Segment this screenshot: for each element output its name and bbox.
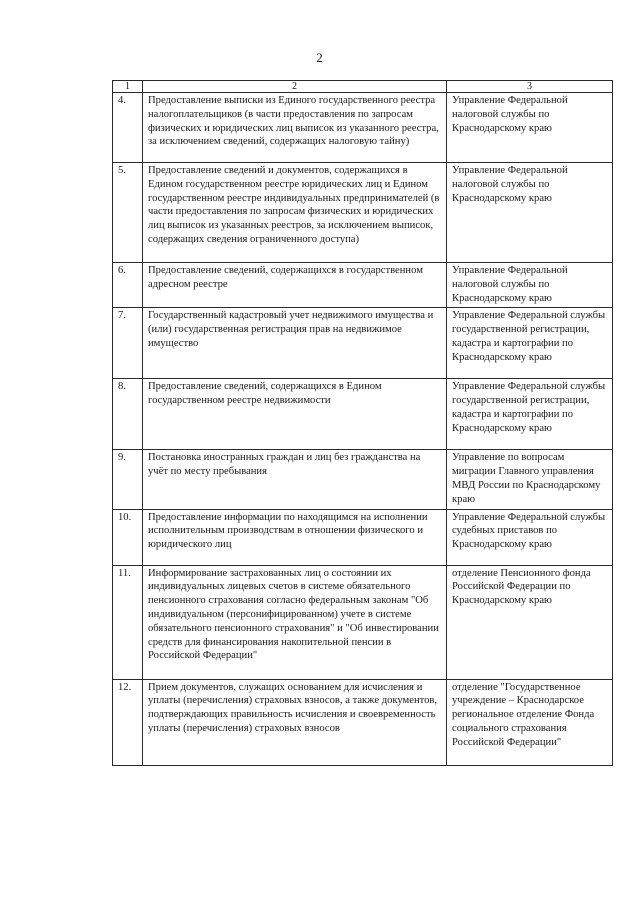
table-row xyxy=(113,308,613,379)
header-col-2: 2 xyxy=(143,81,447,93)
service-name: Постановка иностранных граждан и лиц без гражданства на учёт по месту пребывания xyxy=(143,450,447,509)
responsible-authority: Управление по вопросам миграции Главного управления МВД России по Краснодарскому краю xyxy=(447,450,613,509)
header-col-3: 3 xyxy=(447,81,613,93)
service-name: Государственный кадастровый учет недвижимого имущества и (или) государственная регистрация прав на недвижимое имущество xyxy=(143,308,447,379)
responsible-authority: Управление Федеральной налоговой службы по Краснодарскому краю xyxy=(447,263,613,308)
header-col-1: 1 xyxy=(113,81,143,93)
row-number: 7. xyxy=(113,308,143,379)
table-row xyxy=(113,93,613,163)
table-header-row xyxy=(113,81,613,93)
service-name: Информирование застрахованных лиц о состоянии их индивидуальных лицевых счетов в системе обязательного пенсионного страхования согласно федеральным законам "Об индивидуальном (персонифицированном) учете в системе обязательного пенсионного страхования" и "Об инвестировании средств для финансирования накопительной пенсии в Российской Федерации" xyxy=(143,565,447,679)
responsible-authority: Управление Федеральной налоговой службы по Краснодарскому краю xyxy=(447,163,613,263)
row-number: 5. xyxy=(113,163,143,263)
table-row xyxy=(113,679,613,765)
responsible-authority: Управление Федеральной налоговой службы по Краснодарскому краю xyxy=(447,93,613,163)
row-number: 4. xyxy=(113,93,143,163)
table-row xyxy=(113,379,613,450)
row-number: 6. xyxy=(113,263,143,308)
service-name: Предоставление информации по находящимся на исполнении исполнительным производствам в отношении физического и юридического лиц xyxy=(143,509,447,565)
table-row xyxy=(113,163,613,263)
responsible-authority: отделение "Государственное учреждение – Краснодарское региональное отделение Фонда социального страхования Российской Федерации" xyxy=(447,679,613,765)
row-number: 8. xyxy=(113,379,143,450)
row-number: 10. xyxy=(113,509,143,565)
row-number: 12. xyxy=(113,679,143,765)
table-row xyxy=(113,450,613,509)
service-name: Предоставление сведений и документов, содержащихся в Едином государственном реестре юридических лиц и Едином государственном реестре индивидуальных предпринимателей (в части предоставления по запросам физических и юридических лиц выписок из указанных реестров, за исключением выписок, содержащих сведения ограниченного доступа) xyxy=(143,163,447,263)
table-row xyxy=(113,565,613,679)
service-name: Предоставление выписки из Единого государственного реестра налогоплательщиков (в части предоставления по запросам физических и юридических лиц выписок из указанного реестра, за исключением сведений, содержащих налоговую тайну) xyxy=(143,93,447,163)
row-number: 11. xyxy=(113,565,143,679)
responsible-authority: Управление Федеральной службы судебных приставов по Краснодарскому краю xyxy=(447,509,613,565)
service-name: Предоставление сведений, содержащихся в Едином государственном реестре недвижимости xyxy=(143,379,447,450)
service-name: Предоставление сведений, содержащихся в государственном адресном реестре xyxy=(143,263,447,308)
page-number: 2 xyxy=(316,50,323,65)
services-table xyxy=(112,80,613,766)
row-number: 9. xyxy=(113,450,143,509)
responsible-authority: Управление Федеральной службы государственной регистрации, кадастра и картографии по Краснодарскому краю xyxy=(447,379,613,450)
service-name: Прием документов, служащих основанием для исчисления и уплаты (перечисления) страховых взносов, а также документов, подтверждающих правильность исчисления и своевременность уплаты (перечисления) страховых взносов xyxy=(143,679,447,765)
responsible-authority: Управление Федеральной службы государственной регистрации, кадастра и картографии по Краснодарскому краю xyxy=(447,308,613,379)
responsible-authority: отделение Пенсионного фонда Российской Федерации по Краснодарскому краю xyxy=(447,565,613,679)
table-row xyxy=(113,509,613,565)
table-row xyxy=(113,263,613,308)
